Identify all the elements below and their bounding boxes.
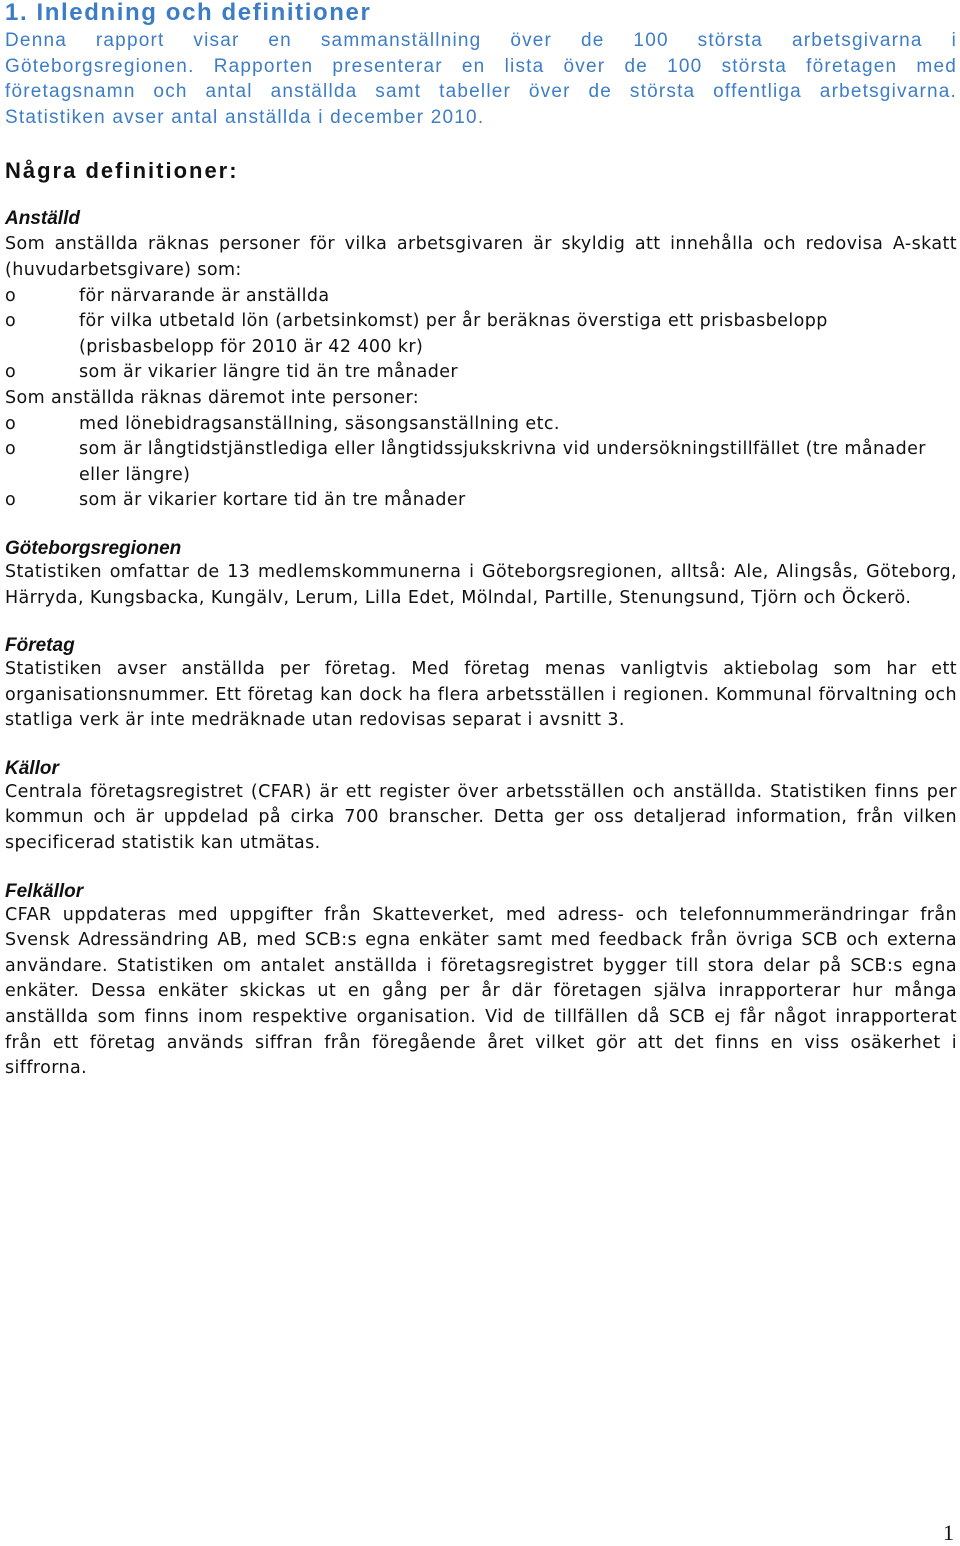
list-item-text: som är vikarier kortare tid än tre månader [79, 490, 466, 511]
anstalld-exclusion-text: Som anställda räknas däremot inte personer: [5, 387, 420, 408]
bullet-icon: o [5, 362, 17, 383]
anstalld-exclusion-list [5, 412, 957, 514]
list-item [5, 360, 957, 386]
anstalld-text: Som anställda räknas personer för vilka arbetsgivaren är skyldig att innehålla och redovisa A-skatt (huvudarbetsgivare) som: [5, 234, 957, 280]
felkallor-title: Felkällor [5, 880, 84, 902]
list-item-text: med lönebidragsanställning, säsongsanställning etc. [79, 413, 560, 434]
list-item-text: för närvarande är anställda [79, 285, 330, 306]
page-number: 1 [943, 1520, 954, 1545]
bullet-icon: o [5, 439, 17, 460]
intro-line: Statistiken avser antal anställda i december 2010. [5, 106, 485, 128]
goteborgsregionen-title: Göteborgsregionen [5, 537, 182, 559]
anstalld-title: Anställd [5, 208, 80, 230]
bullet-icon: o [5, 490, 17, 511]
intro-paragraph [5, 28, 957, 130]
kallor-title: Källor [5, 757, 59, 779]
kallor-text: Centrala företagsregistret (CFAR) är ett register över arbetsställen och anställda. Statistiken finns per kommun och är uppdelad på cirka 700 branscher. Detta ger oss detaljerad information, från vilken specificerad statistik kan utmätas. [5, 781, 957, 854]
intro-line: Göteborgsregionen. Rapporten presenterar en lista över de 100 största företagen med [5, 55, 957, 77]
list-item [5, 284, 957, 310]
anstalld-list [5, 284, 957, 386]
list-item [5, 412, 957, 438]
bullet-icon: o [5, 285, 17, 306]
section-heading: 1. Inledning och definitioner [5, 0, 372, 26]
list-item [5, 309, 957, 360]
list-item [5, 488, 957, 514]
intro-line: Denna rapport visar en sammanställning över de 100 största arbetsgivarna i [5, 30, 957, 51]
bullet-icon: o [5, 311, 17, 332]
list-item [5, 437, 957, 488]
felkallor-text: CFAR uppdateras med uppgifter från Skatteverket, med adress- och telefonnummerändringar från Svensk Adressändring AB, med SCB:s egna enkäter samt med feedback från övriga SCB och externa användare. Statistiken om antalet anställda i företagsregistret bygger till stora delar på SCB:s egna enkäter. Dessa enkäter skickas ut en gång per år där företagen själva inrapporterar hur många anställda som finns inom respektive organisation. Vid de tillfällen då SCB ej får något inrapporterat från ett företag används siffran från föregående året vilket gör att det finns en viss osäkerhet i siffrorna. [5, 904, 957, 1079]
bullet-icon: o [5, 413, 17, 434]
foretag-title: Företag [5, 635, 75, 657]
intro-line: företagsnamn och antal anställda samt tabeller över de största offentliga arbetsgivarna. [5, 81, 957, 103]
document-page [5, 0, 957, 1082]
definitions-heading: Några definitioner: [5, 158, 239, 184]
list-item-text: som är långtidstjänstlediga eller långtidssjukskrivna vid undersökningstillfället (tre månader eller längre) [79, 439, 926, 485]
list-item-text: för vilka utbetald lön (arbetsinkomst) per år beräknas överstiga ett prisbasbelopp (prisbasbelopp för 2010 är 42 400 kr) [79, 311, 828, 357]
list-item-text: som är vikarier längre tid än tre månader [79, 362, 459, 383]
foretag-text: Statistiken avser anställda per företag. Med företag menas vanligtvis aktiebolag som har ett organisationsnummer. Ett företag kan dock ha flera arbetsställen i regionen. Kommunal förvaltning och statliga verk är inte medräknade utan redovisas separat i avsnitt 3. [5, 659, 957, 731]
goteborgsregionen-text: Statistiken omfattar de 13 medlemskommunerna i Göteborgsregionen, alltså: Ale, Alingsås, Göteborg, Härryda, Kungsbacka, Kungälv, Lerum, Lilla Edet, Mölndal, Partille, Stenungsund, Tjörn och Öckerö. [5, 561, 957, 608]
